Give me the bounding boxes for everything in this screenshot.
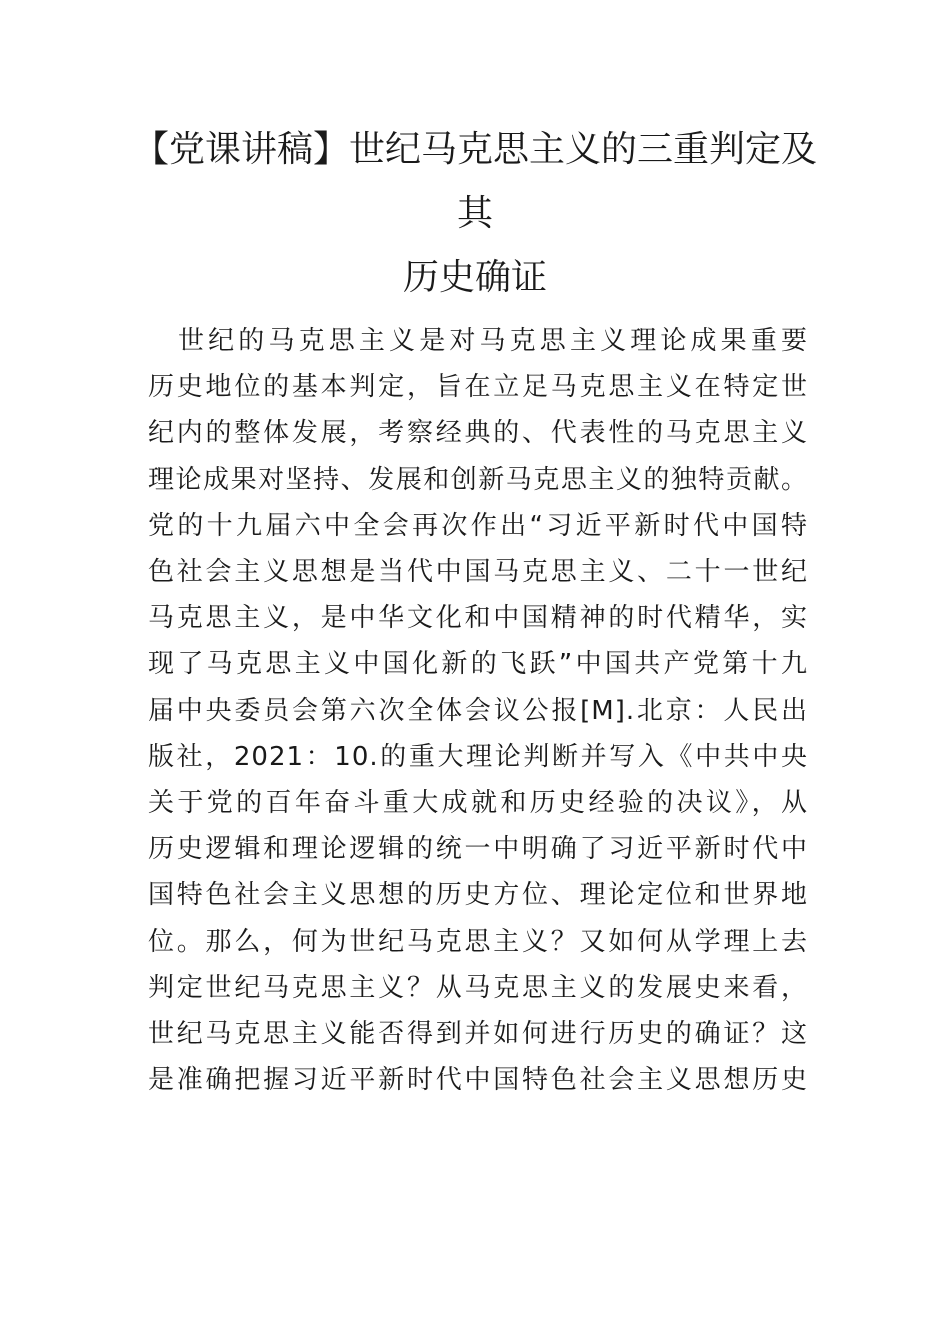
paragraph-line: 国特色社会主义思想的历史方位、理论定位和世界地 <box>148 880 808 911</box>
paragraph-line: 历史地位的基本判定，旨在立足马克思主义在特定世 <box>148 372 808 403</box>
paragraph-line: 纪内的整体发展，考察经典的、代表性的马克思主义 <box>148 418 808 449</box>
paragraph-line: 色社会主义思想是当代中国马克思主义、二十一世纪 <box>148 557 808 588</box>
paragraph-line: 世纪马克思主义能否得到并如何进行历史的确证？这 <box>148 1019 808 1050</box>
title-line-1: 【党课讲稿】世纪马克思主义的三重判定及其 <box>132 129 817 234</box>
body-paragraph <box>148 318 808 1103</box>
paragraph-line: 版社，2021：10.的重大理论判断并写入《中共中央 <box>148 741 808 772</box>
paragraph-line: 世纪的马克思主义是对马克思主义理论成果重要 <box>178 326 808 356</box>
paragraph-line: 判定世纪马克思主义？从马克思主义的发展史来看， <box>148 972 808 1003</box>
paragraph-line: 关于党的百年奋斗重大成就和历史经验的决议》，从 <box>148 788 808 819</box>
paragraph-line: 是准确把握习近平新时代中国特色社会主义思想历史 <box>148 1065 808 1096</box>
paragraph-line: 马克思主义，是中华文化和中国精神的时代精华，实 <box>148 603 808 634</box>
paragraph-line: 届中央委员会第六次全体会议公报[M].北京：人民出 <box>148 695 808 726</box>
paragraph-line: 党的十九届六中全会再次作出“习近平新时代中国特 <box>148 510 808 541</box>
paragraph-line: 历史逻辑和理论逻辑的统一中明确了习近平新时代中 <box>148 834 808 865</box>
paragraph-line: 现了马克思主义中国化新的飞跃”中国共产党第十九 <box>148 649 808 680</box>
paragraph-line: 位。那么，何为世纪马克思主义？又如何从学理上去 <box>148 926 808 957</box>
paragraph-line: 理论成果对坚持、发展和创新马克思主义的独特贡献。 <box>148 464 808 495</box>
title-line-2: 历史确证 <box>402 257 547 298</box>
document-title <box>120 118 830 310</box>
